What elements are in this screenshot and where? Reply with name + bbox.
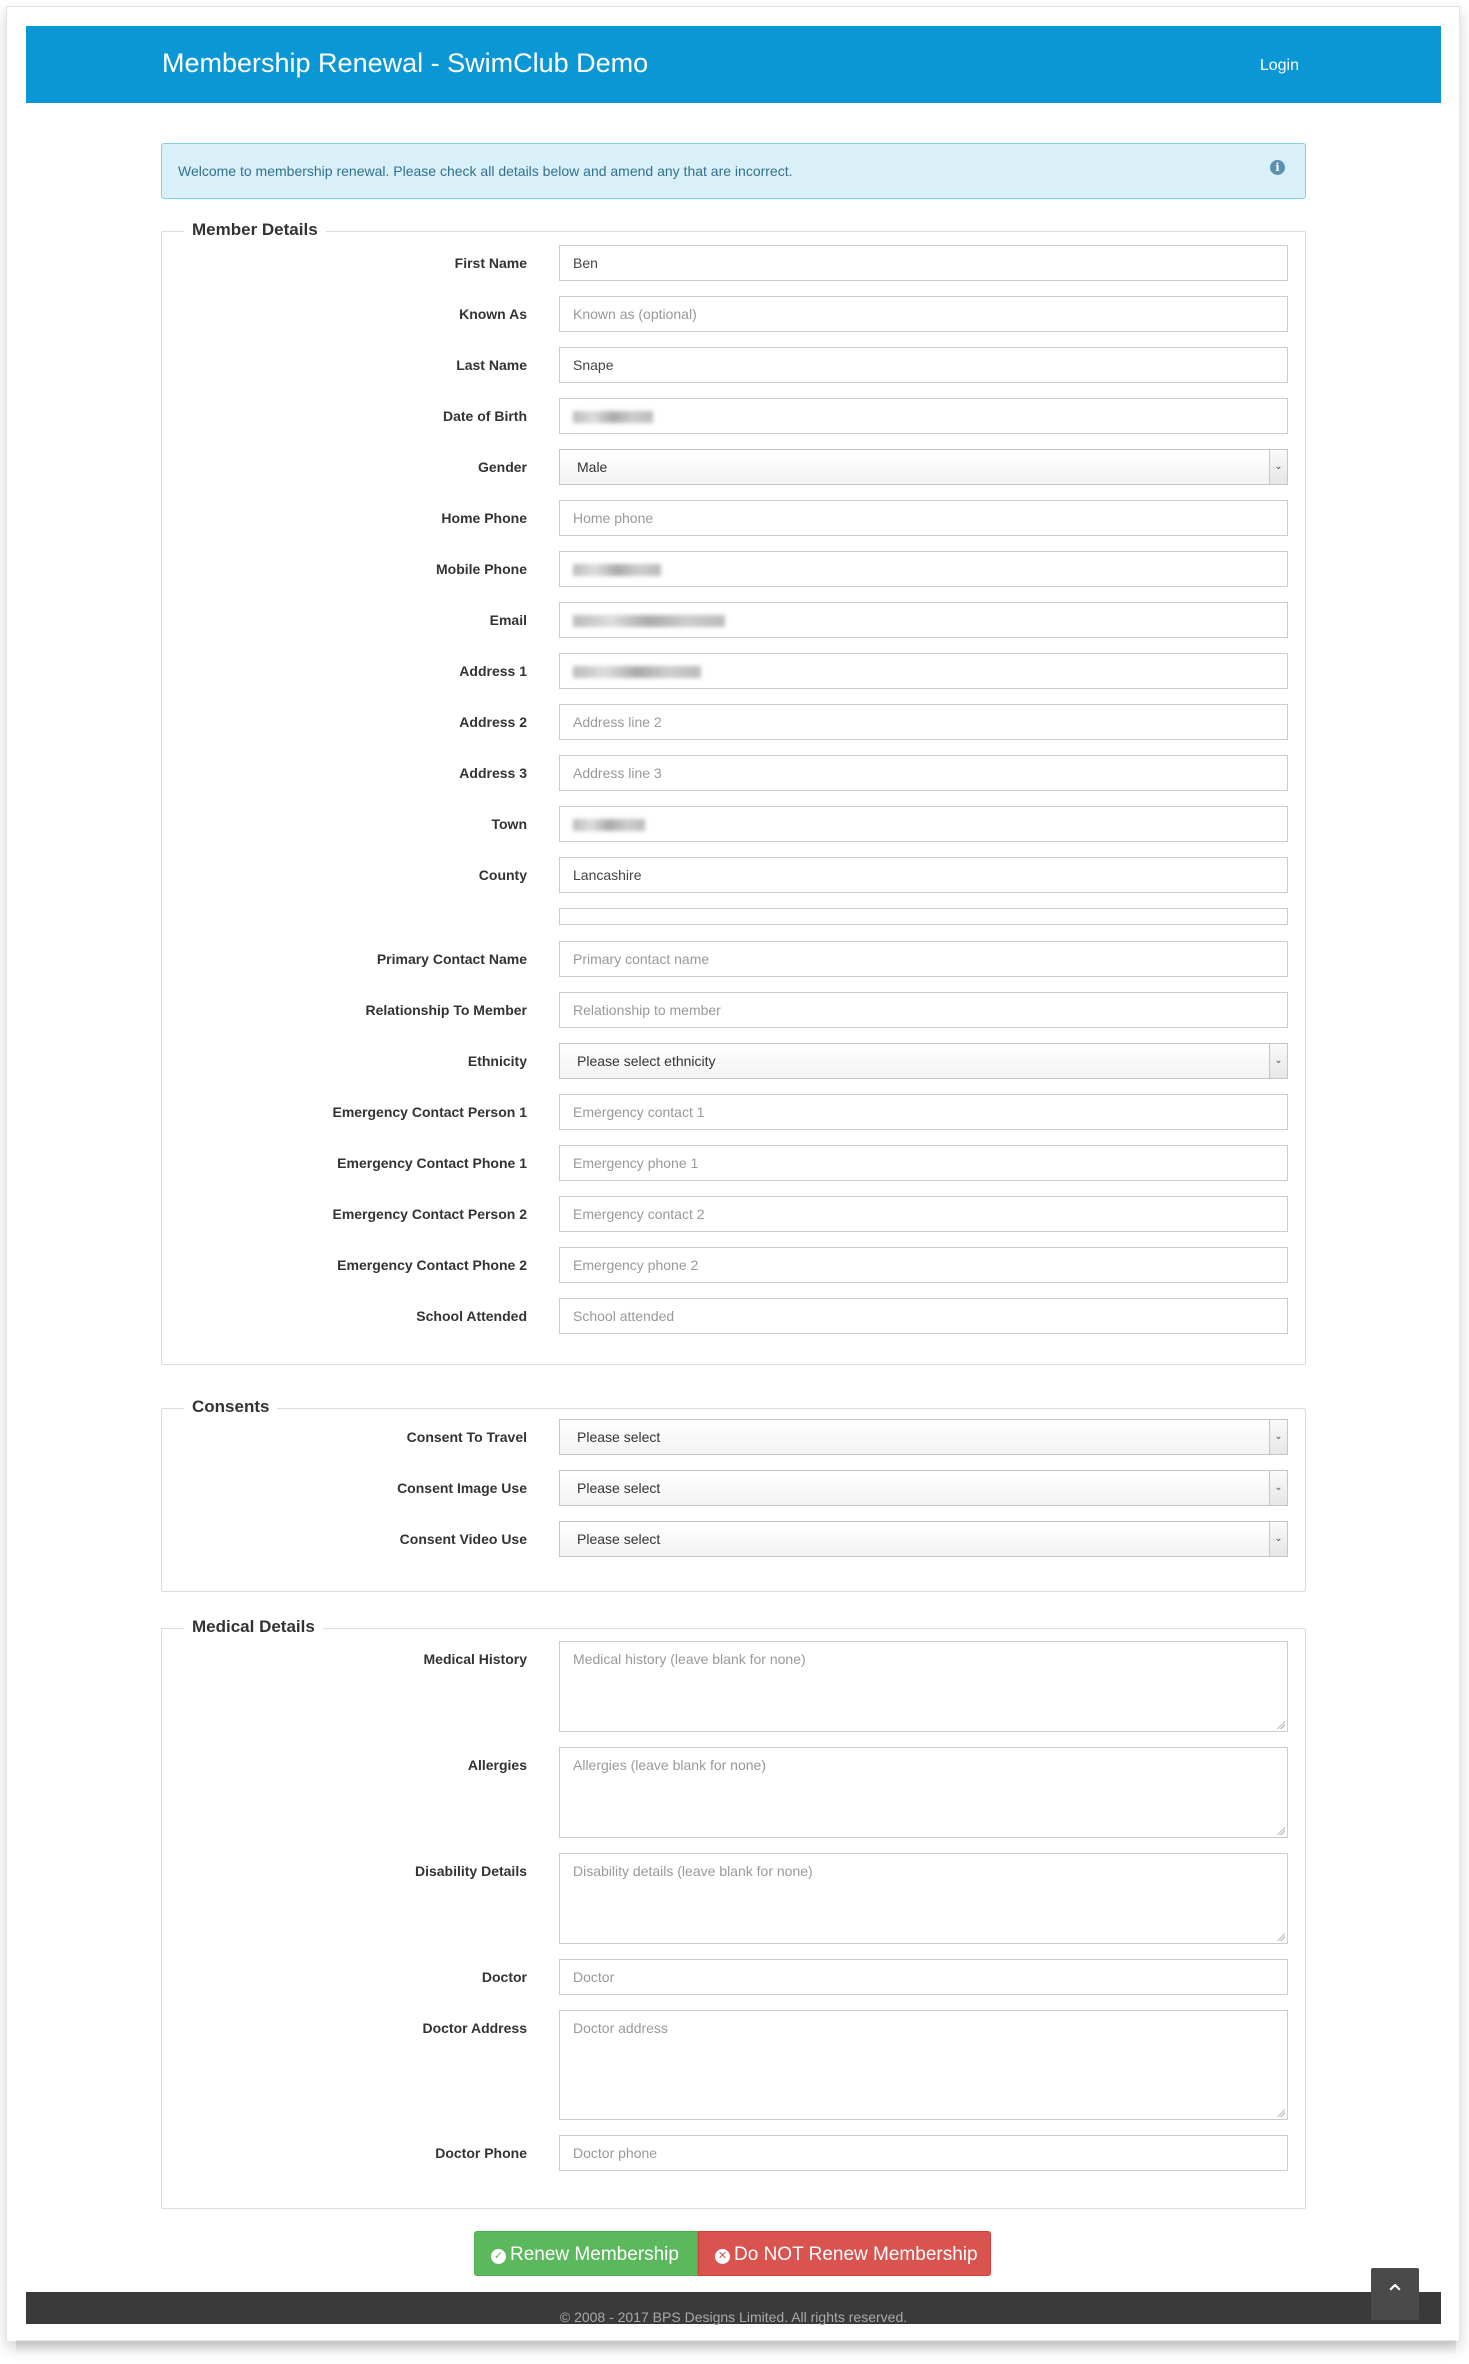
chevron-down-icon: ⌄: [1269, 1044, 1287, 1078]
chevron-down-icon: ⌄: [1269, 450, 1287, 484]
consent-travel-value: Please select: [577, 1429, 661, 1445]
relationship-label: Relationship To Member: [365, 1002, 527, 1018]
do-not-renew-button[interactable]: [698, 2231, 991, 2276]
allergies-field[interactable]: [559, 1747, 1288, 1838]
county-label: County: [478, 867, 527, 883]
ec-person1-field[interactable]: Emergency contact 1: [559, 1094, 1288, 1130]
last-name-field[interactable]: Snape: [559, 347, 1288, 383]
disability-field[interactable]: [559, 1853, 1288, 1944]
gender-select[interactable]: [559, 449, 1288, 485]
resize-handle-icon[interactable]: [1277, 1827, 1285, 1835]
dob-label: Date of Birth: [443, 408, 527, 424]
address2-field[interactable]: Address line 2: [559, 704, 1288, 740]
doctor-address-field[interactable]: [559, 2010, 1288, 2120]
postcode-field[interactable]: [559, 908, 1288, 925]
resize-handle-icon[interactable]: [1277, 1933, 1285, 1941]
consent-image-label: Consent Image Use: [397, 1480, 527, 1496]
do-not-renew-label: Do NOT Renew Membership: [734, 2244, 978, 2265]
info-icon: i: [1270, 160, 1285, 175]
last-name-label: Last Name: [456, 357, 527, 373]
consents-legend: Consents: [184, 1397, 277, 1417]
first-name-label: First Name: [454, 255, 527, 271]
home-phone-label: Home Phone: [441, 510, 527, 526]
chevron-down-icon: ⌄: [1269, 1471, 1287, 1505]
disability-placeholder: Disability details (leave blank for none): [573, 1863, 813, 1879]
frame-shadow: [16, 2340, 1456, 2354]
consent-image-value: Please select: [577, 1480, 661, 1496]
ethnicity-select[interactable]: [559, 1043, 1288, 1079]
medical-details-section: [161, 1617, 1306, 2209]
member-details-section: [161, 220, 1306, 1365]
medical-details-legend: Medical Details: [184, 1617, 323, 1637]
page-title: Membership Renewal - SwimClub Demo: [162, 48, 649, 78]
alert-message: Welcome to membership renewal. Please check all details below and amend any that are incorrect.: [178, 163, 793, 179]
first-name-field[interactable]: Ben: [559, 245, 1288, 281]
gender-label: Gender: [477, 459, 527, 475]
disability-label: Disability Details: [414, 1863, 527, 1879]
doctor-field[interactable]: Doctor: [559, 1959, 1288, 1995]
chevron-down-icon: ⌄: [1269, 1522, 1287, 1556]
address2-label: Address 2: [459, 714, 527, 730]
doctor-address-placeholder: Doctor address: [573, 2020, 668, 2036]
address3-field[interactable]: Address line 3: [559, 755, 1288, 791]
ec-phone2-field[interactable]: Emergency phone 2: [559, 1247, 1288, 1283]
county-field[interactable]: Lancashire: [559, 857, 1288, 893]
allergies-label: Allergies: [467, 1757, 527, 1773]
town-label: Town: [491, 816, 527, 832]
consent-video-value: Please select: [577, 1531, 661, 1547]
ec-person1-label: Emergency Contact Person 1: [332, 1104, 527, 1120]
ethnicity-label: Ethnicity: [467, 1053, 527, 1069]
medical-history-field[interactable]: [559, 1641, 1288, 1732]
ethnicity-value: Please select ethnicity: [577, 1053, 716, 1069]
known-as-field[interactable]: Known as (optional): [559, 296, 1288, 332]
address3-label: Address 3: [459, 765, 527, 781]
town-field[interactable]: [559, 806, 1288, 842]
chevron-up-icon: ⌃: [1384, 2279, 1406, 2309]
ec-phone2-label: Emergency Contact Phone 2: [337, 1257, 527, 1273]
allergies-placeholder: Allergies (leave blank for none): [573, 1757, 766, 1773]
doctor-label: Doctor: [481, 1969, 527, 1985]
consent-travel-select[interactable]: [559, 1419, 1288, 1455]
gender-value: Male: [577, 459, 608, 475]
dob-field[interactable]: [559, 398, 1288, 434]
medical-history-placeholder: Medical history (leave blank for none): [573, 1651, 806, 1667]
renew-membership-button[interactable]: [474, 2231, 698, 2276]
chevron-down-icon: ⌄: [1269, 1420, 1287, 1454]
address1-label: Address 1: [459, 663, 527, 679]
redacted-value: [573, 564, 661, 576]
resize-handle-icon[interactable]: [1277, 1721, 1285, 1729]
check-circle-icon: ✓: [491, 2249, 506, 2264]
welcome-alert: [161, 143, 1306, 199]
member-details-legend: Member Details: [184, 220, 326, 240]
primary-contact-field[interactable]: Primary contact name: [559, 941, 1288, 977]
mobile-phone-label: Mobile Phone: [436, 561, 527, 577]
consent-video-select[interactable]: [559, 1521, 1288, 1557]
times-circle-icon: ✕: [715, 2249, 730, 2264]
ec-person2-field[interactable]: Emergency contact 2: [559, 1196, 1288, 1232]
doctor-phone-label: Doctor Phone: [435, 2145, 527, 2161]
login-link[interactable]: Login: [1259, 57, 1299, 74]
doctor-address-label: Doctor Address: [422, 2020, 527, 2036]
relationship-field[interactable]: Relationship to member: [559, 992, 1288, 1028]
ec-phone1-field[interactable]: Emergency phone 1: [559, 1145, 1288, 1181]
home-phone-field[interactable]: Home phone: [559, 500, 1288, 536]
school-label: School Attended: [416, 1308, 527, 1324]
consent-travel-label: Consent To Travel: [406, 1429, 527, 1445]
consents-section: [161, 1397, 1306, 1592]
scroll-to-top-button[interactable]: [1371, 2268, 1419, 2320]
address1-field[interactable]: [559, 653, 1288, 689]
email-label: Email: [489, 612, 527, 628]
navbar: [26, 26, 1441, 103]
redacted-value: [573, 819, 645, 831]
mobile-phone-field[interactable]: [559, 551, 1288, 587]
footer: [26, 2292, 1441, 2324]
medical-history-label: Medical History: [423, 1651, 527, 1667]
known-as-label: Known As: [459, 306, 527, 322]
consent-image-select[interactable]: [559, 1470, 1288, 1506]
redacted-value: [573, 411, 653, 423]
resize-handle-icon[interactable]: [1277, 2109, 1285, 2117]
email-field[interactable]: [559, 602, 1288, 638]
ec-person2-label: Emergency Contact Person 2: [332, 1206, 527, 1222]
doctor-phone-field[interactable]: Doctor phone: [559, 2135, 1288, 2171]
primary-contact-label: Primary Contact Name: [376, 951, 527, 967]
copyright: © 2008 - 2017 BPS Designs Limited. All rights reserved.: [559, 2309, 908, 2325]
redacted-value: [573, 615, 725, 627]
consent-video-label: Consent Video Use: [399, 1531, 527, 1547]
redacted-value: [573, 666, 701, 678]
ec-phone1-label: Emergency Contact Phone 1: [337, 1155, 527, 1171]
school-field[interactable]: School attended: [559, 1298, 1288, 1334]
renew-label: Renew Membership: [510, 2244, 679, 2265]
